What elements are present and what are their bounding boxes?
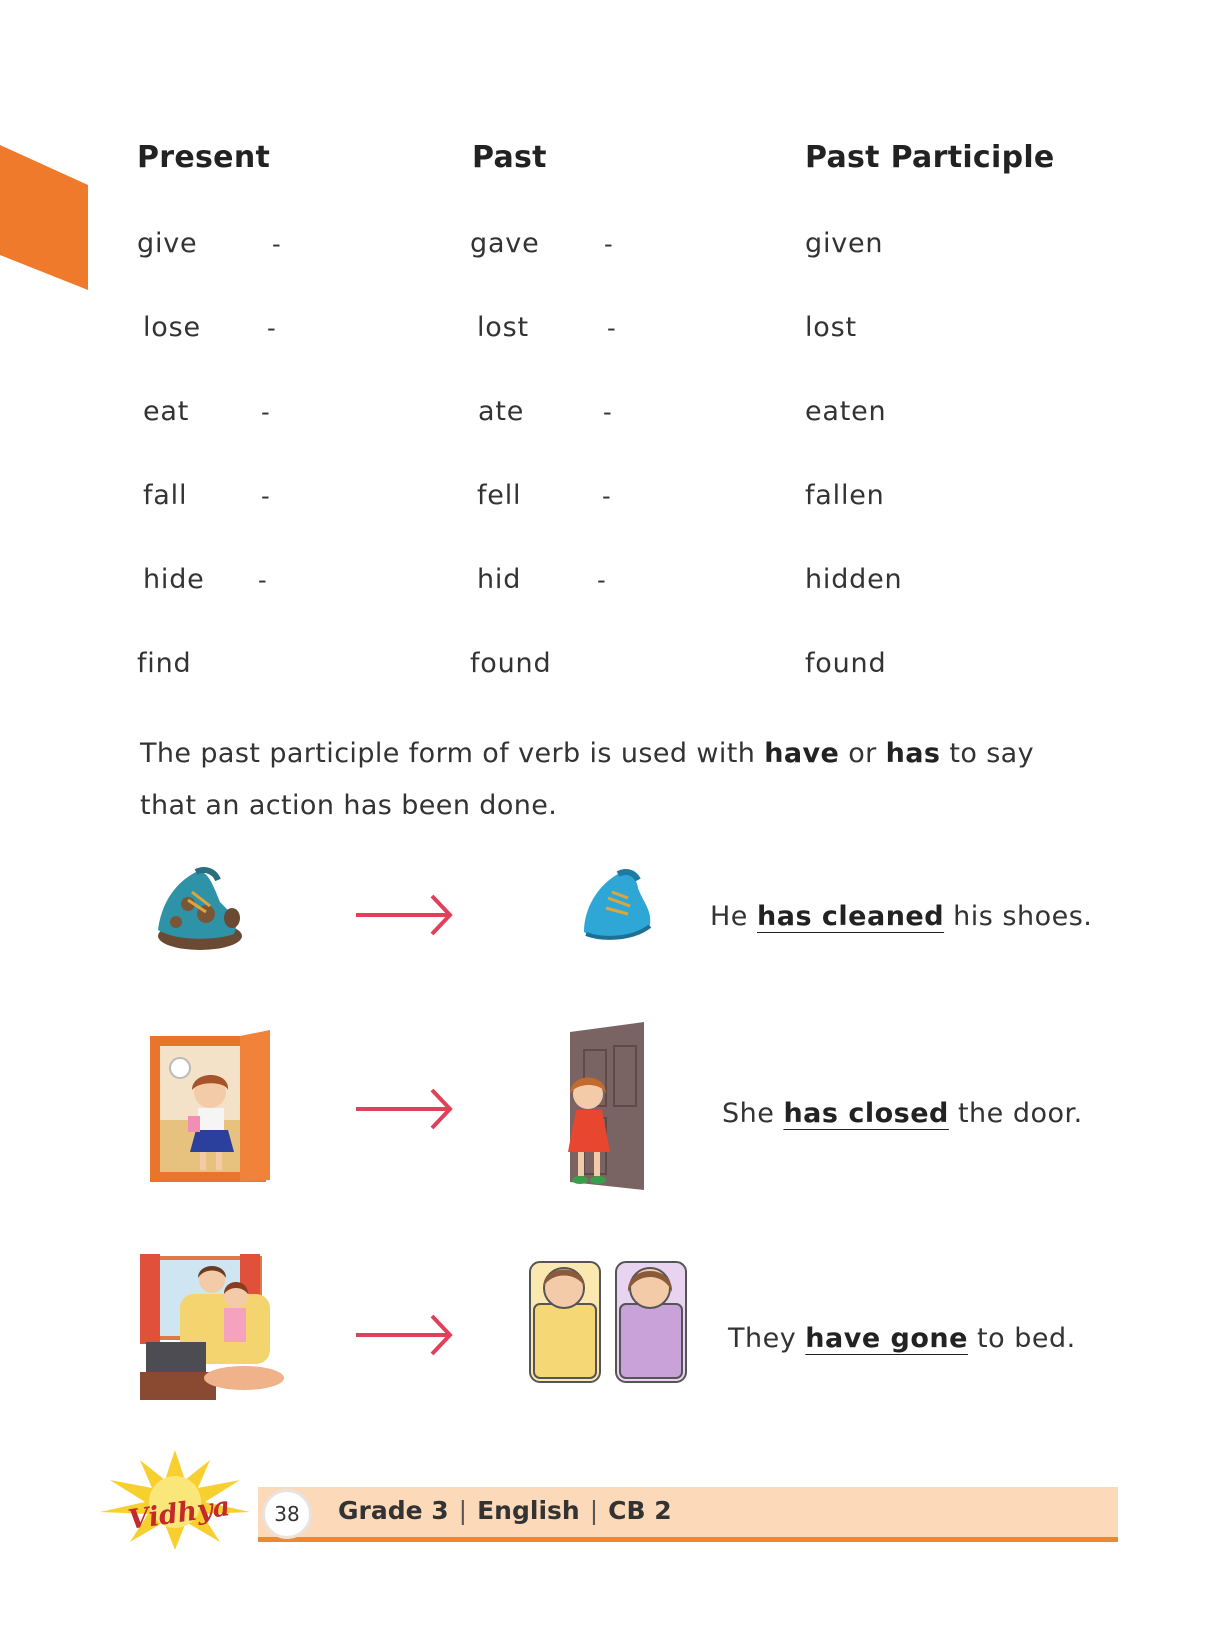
past-hid: hid bbox=[477, 564, 522, 595]
present-fall: fall bbox=[143, 480, 188, 511]
footer-subject: English bbox=[477, 1496, 580, 1525]
past-fell: fell bbox=[477, 480, 522, 511]
example-sentence-3: They have gone to bed. bbox=[728, 1323, 1076, 1354]
dash: - bbox=[261, 398, 270, 426]
dash: - bbox=[602, 482, 611, 510]
present-eat: eat bbox=[143, 396, 190, 427]
keyword-has: has bbox=[885, 738, 941, 769]
present-give: give bbox=[137, 228, 198, 259]
present-hide: hide bbox=[143, 564, 205, 595]
present-find: find bbox=[137, 648, 192, 679]
corner-tab-decoration bbox=[0, 145, 90, 290]
highlight-have-gone: have gone bbox=[805, 1323, 968, 1354]
footer-book: CB 2 bbox=[608, 1496, 672, 1525]
dash: - bbox=[272, 230, 281, 258]
header-past: Past bbox=[472, 140, 547, 175]
kids-in-bed-image bbox=[528, 1258, 690, 1386]
girl-closed-door-image bbox=[540, 1022, 648, 1190]
clean-shoe-image bbox=[578, 866, 658, 946]
family-watching-tv-image bbox=[140, 1254, 286, 1400]
dash: - bbox=[607, 314, 616, 342]
dash: - bbox=[267, 314, 276, 342]
arrow-right-icon bbox=[352, 1082, 456, 1136]
arrow-right-icon bbox=[352, 1308, 456, 1362]
participle-fallen: fallen bbox=[805, 480, 885, 511]
example-sentence-1: He has cleaned his shoes. bbox=[710, 901, 1093, 932]
dash: - bbox=[261, 482, 270, 510]
highlight-has-closed: has closed bbox=[783, 1098, 949, 1129]
dirty-shoe-image bbox=[148, 858, 246, 958]
participle-found: found bbox=[805, 648, 887, 679]
dash: - bbox=[603, 398, 612, 426]
participle-given: given bbox=[805, 228, 884, 259]
footer-line bbox=[258, 1537, 1118, 1542]
arrow-right-icon bbox=[352, 888, 456, 942]
keyword-have: have bbox=[764, 738, 840, 769]
dash: - bbox=[604, 230, 613, 258]
example-sentence-2: She has closed the door. bbox=[722, 1098, 1083, 1129]
past-gave: gave bbox=[470, 228, 540, 259]
dash: - bbox=[258, 566, 267, 594]
highlight-has-cleaned: has cleaned bbox=[757, 901, 945, 932]
past-ate: ate bbox=[478, 396, 525, 427]
girl-opening-door-image bbox=[140, 1030, 276, 1182]
past-found: found bbox=[470, 648, 552, 679]
footer-grade: Grade 3 bbox=[338, 1496, 449, 1525]
participle-lost: lost bbox=[805, 312, 857, 343]
footer-title: Grade 3 | English | CB 2 bbox=[338, 1496, 672, 1525]
page-number: 38 bbox=[262, 1489, 312, 1539]
explanation-paragraph: The past participle form of verb is used with have or has to say that an action has been done. bbox=[140, 738, 1035, 821]
header-past-participle: Past Participle bbox=[805, 140, 1055, 175]
logo-text: Vidhya bbox=[126, 1491, 233, 1536]
dash: - bbox=[597, 566, 606, 594]
participle-eaten: eaten bbox=[805, 396, 887, 427]
participle-hidden: hidden bbox=[805, 564, 903, 595]
present-lose: lose bbox=[143, 312, 201, 343]
past-lost: lost bbox=[477, 312, 529, 343]
header-present: Present bbox=[137, 140, 271, 175]
